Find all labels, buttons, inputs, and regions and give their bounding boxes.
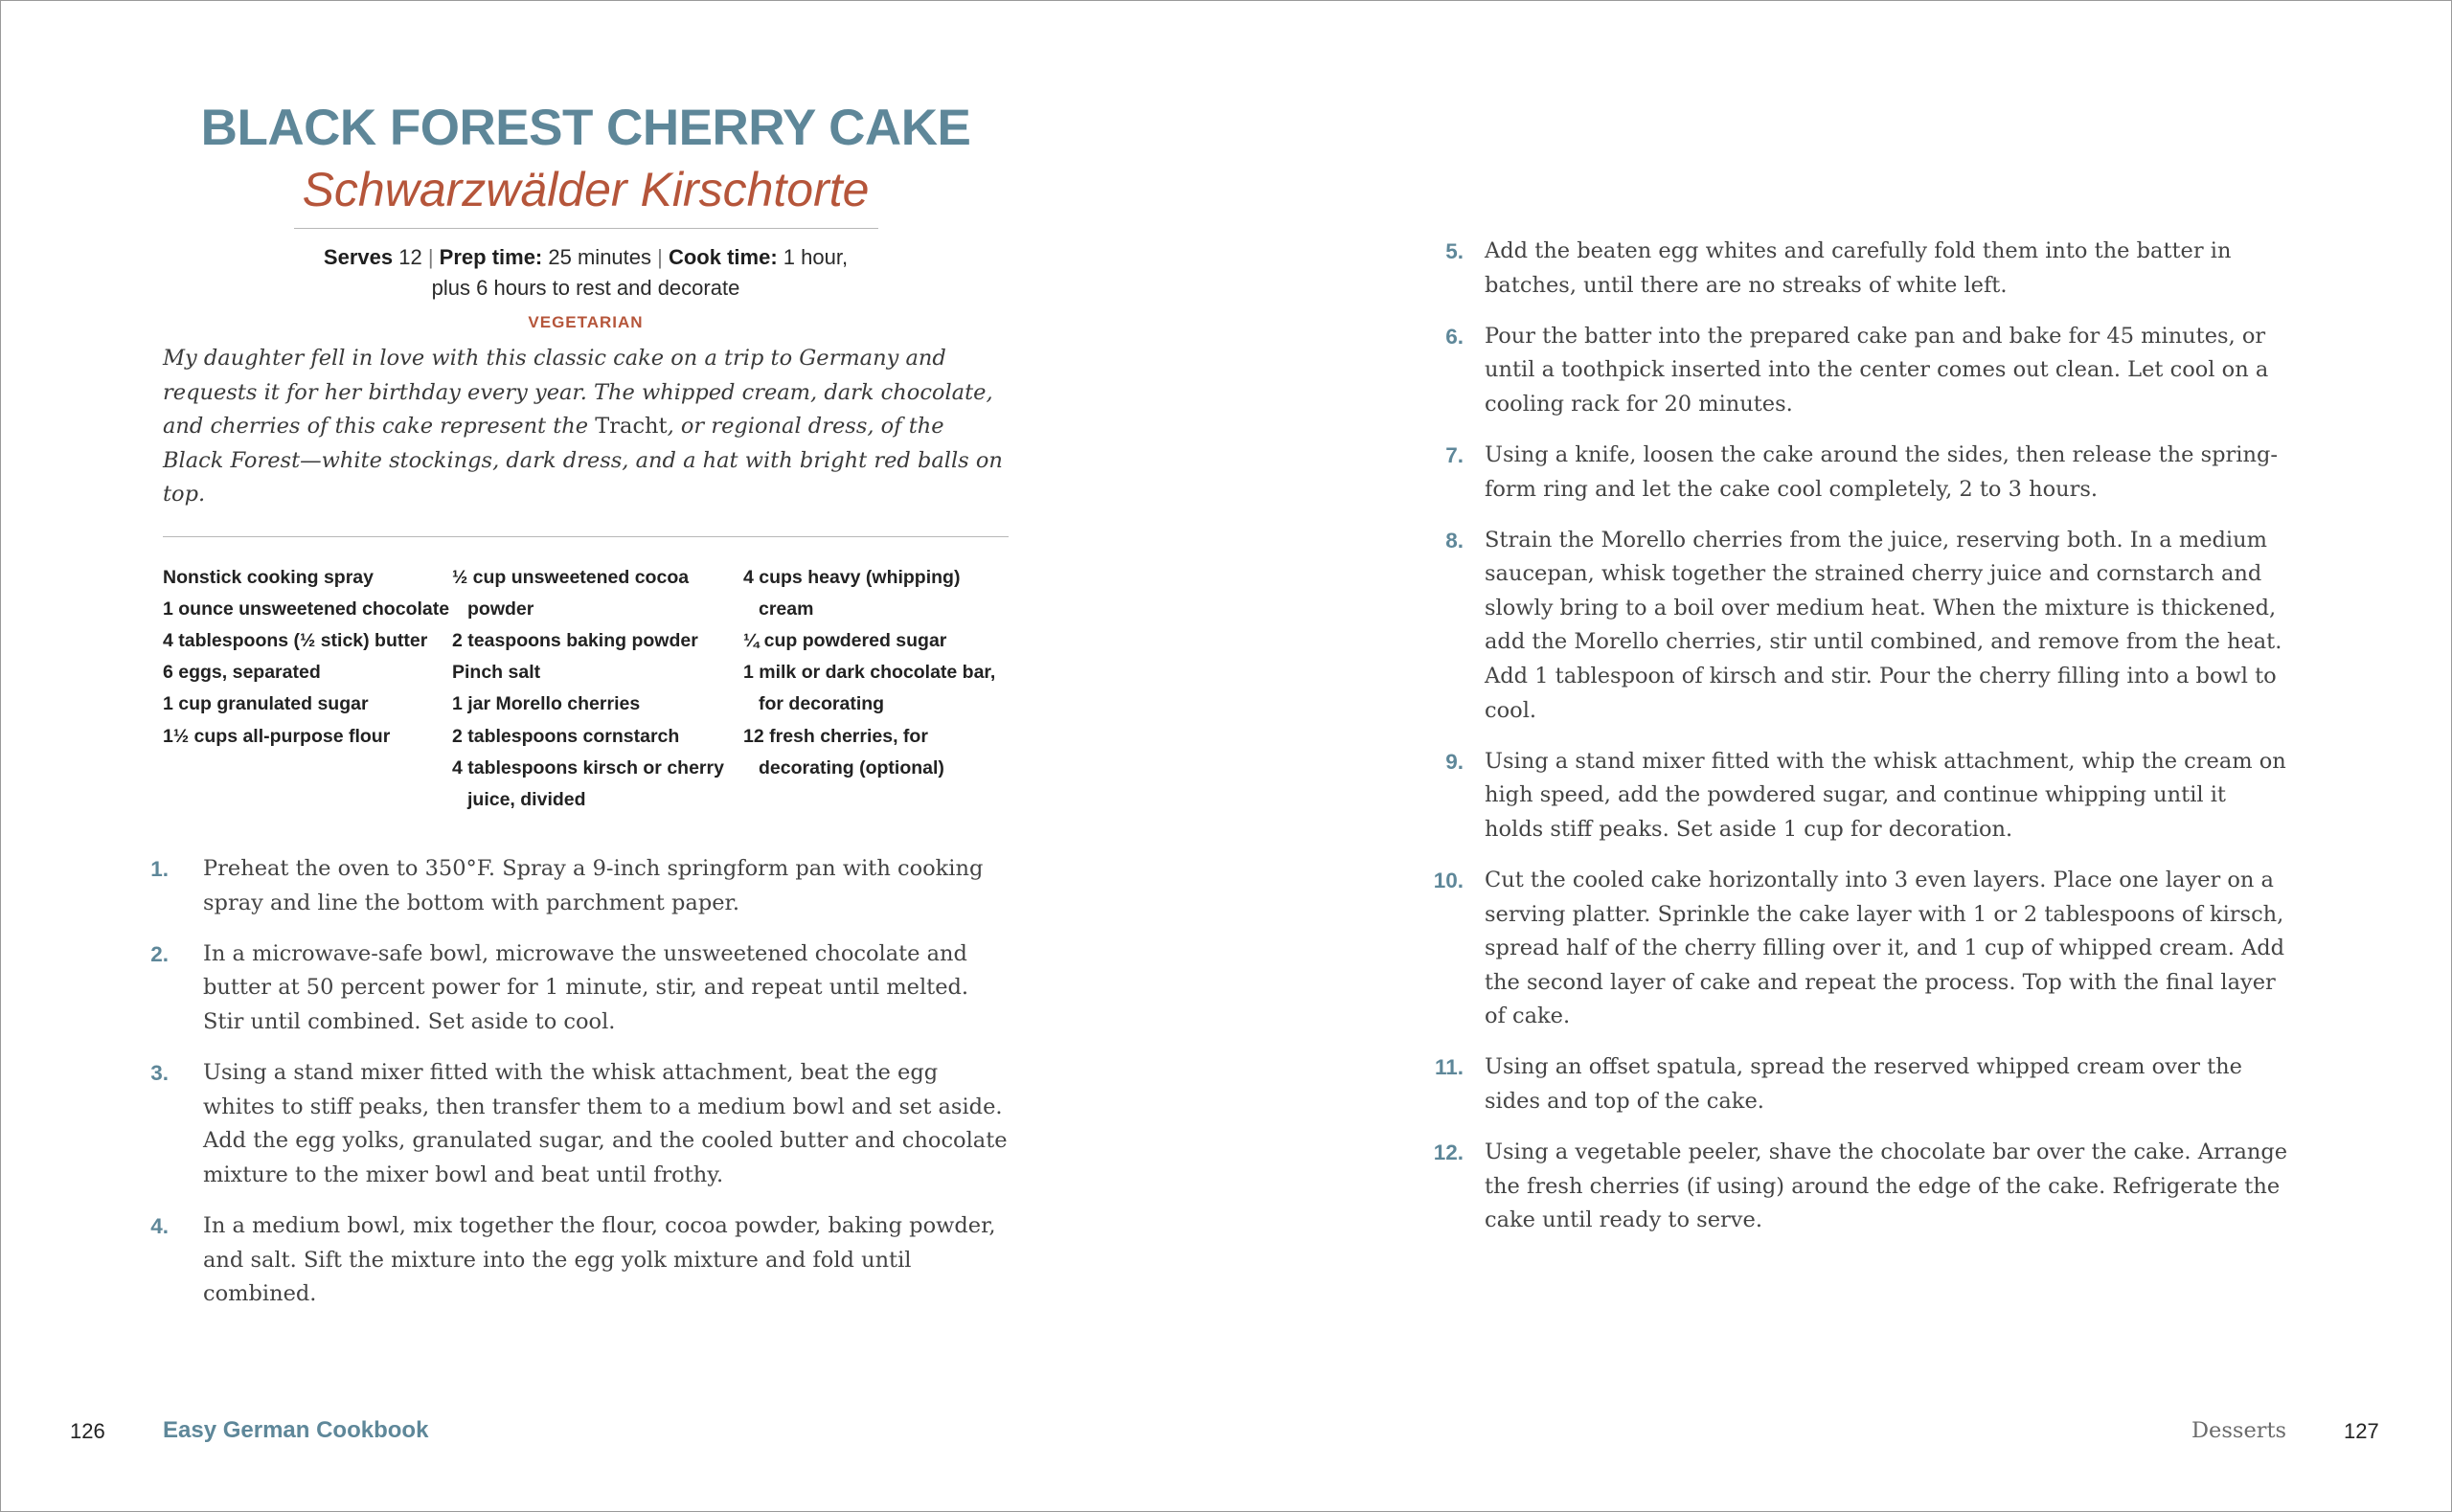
step-number: 2. [150,941,169,966]
recipe-meta [163,242,1009,304]
cook-value-continued: plus 6 hours to rest and decorate [431,276,740,300]
right-page-number: 127 [2344,1419,2379,1443]
serves-value: 12 [398,245,422,269]
step-number: 11. [1434,1055,1464,1080]
intro-text-end: , or regional dress, of the Black Forest—white stockings, dark dress, and a hat with bright red balls on top. [163,414,1003,507]
steps-list-right [1433,235,2289,1238]
ingredient-item: ½ cup unsweetened cocoa powder [452,566,690,620]
vegetarian-tag: VEGETARIAN [528,313,644,331]
step-text: Add the beaten egg whites and carefully fold them into the batter in batches, until there are no streaks of white left. [1485,238,2232,298]
ingredient-item: 1½ cups all-purpose flour [163,725,391,747]
ingredients-column-2 [452,562,743,817]
step-number: 4. [150,1213,169,1238]
step-item [1445,235,2289,303]
cook-value: 1 hour, [783,245,849,269]
step-number: 5. [1445,239,1464,263]
ingredient-item: Pinch salt [452,662,541,684]
right-page [1433,235,2289,1254]
left-page [150,96,1009,1328]
steps-list-left [150,852,1009,1312]
step-item [1445,439,2289,507]
step-item [150,1056,1009,1192]
ingredients-column-3 [743,562,1009,817]
ingredient-item: 2 teaspoons baking powder [452,629,698,651]
ingredient-item: ¼ cup powdered sugar [743,629,947,651]
ingredient-item: 1 jar Morello cherries [452,693,641,715]
step-text: Strain the Morello cherries from the juice, reserving both. In a medium saucepan, whisk together the strained cherry juice and cornstarch and slowly bring to a boil over medium heat. When the mixture is thickened, add the Morello cherries, stir until combined, and remove from the heat. Add 1 tablespoon of kirsch and stir. Pour the cherry filling into a bowl to cool. [1485,527,2282,723]
ingredient-item: 4 tablespoons kirsch or cherry juice, divided [452,756,724,810]
title-divider [294,228,878,229]
intro-tracht: Tracht [595,414,668,439]
step-number: 7. [1445,442,1464,467]
section-title: Desserts [2191,1418,2287,1443]
ingredient-item: 1 milk or dark chocolate bar, for decorating [743,662,996,715]
step-text: Cut the cooled cake horizontally into 3 even layers. Place one layer on a serving platter. Sprinkle the cake layer with 1 or 2 tablespoons of kirsch, spread half of the cherry filling over it, and 1 cup of whipped cream. Add the second layer of cake and repeat the process. Top with the final layer of cake. [1485,868,2285,1029]
step-text: In a microwave-safe bowl, microwave the unsweetened chocolate and butter at 50 percent power for 1 minute, stir, and repeat until melted. Stir until combined. Set aside to cool. [203,940,969,1034]
ingredient-item: 6 eggs, separated [163,662,321,684]
step-text: In a medium bowl, mix together the flour, cocoa powder, baking powder, and salt. Sift the mixture into the egg yolk mixture and fold until combined. [203,1212,996,1307]
step-text: Using a vegetable peeler, shave the chocolate bar over the cake. Arrange the fresh cherries (if using) around the edge of the cake. Refrigerate the cake until ready to serve. [1485,1140,2288,1233]
step-text: Using an offset spatula, spread the reserved whipped cream over the sides and top of the cake. [1485,1054,2242,1115]
step-item [1433,1136,2289,1238]
step-item [1445,320,2289,422]
step-text: Preheat the oven to 350°F. Spray a 9-inch springform pan with cooking spray and line the bottom with parchment paper. [203,856,984,915]
book-title: Easy German Cookbook [163,1417,429,1443]
ingredient-item: Nonstick cooking spray [163,566,374,588]
intro-divider [163,536,1009,537]
step-item [150,937,1009,1040]
ingredient-item: 12 fresh cherries, for decorating (optional) [743,725,944,779]
recipe-title: BLACK FOREST CHERRY CAKE [200,100,971,156]
ingredient-item: 4 cups heavy (whipping) cream [743,566,961,620]
step-item [150,852,1009,920]
ingredient-item: 4 tablespoons (½ stick) butter [163,629,428,651]
step-item [1445,524,2289,729]
meta-separator: | [657,245,663,269]
intro-text: My daughter fell in love with this classic cake on a trip to Germany and requests it for her birthday every year. The whipped cream, dark chocolate, and cherries of this cake represent the [163,346,993,439]
serves-label: Serves [323,245,394,269]
step-item [1433,864,2289,1034]
step-number: 9. [1445,749,1464,774]
step-number: 1. [150,857,169,882]
ingredients-column-1 [163,562,452,817]
step-text: Using a knife, loosen the cake around the sides, then release the spring-form ring and let the cake cool completely, 2 to 3 hours. [1485,441,2278,502]
step-item [1445,745,2289,847]
recipe-intro [163,342,1009,512]
step-text: Using a stand mixer fitted with the whisk attachment, beat the egg whites to stiff peaks, then transfer them to a medium bowl and set aside. Add the egg yolks, granulated sugar, and the cooled butter and chocolate mixture to the mixer bowl and beat until frothy. [203,1060,1008,1187]
left-page-number: 126 [70,1419,105,1443]
step-number: 6. [1445,324,1464,349]
prep-label: Prep time: [439,245,543,269]
ingredient-item: 1 cup granulated sugar [163,693,369,715]
step-item [150,1209,1009,1312]
cook-label: Cook time: [668,245,778,269]
step-number: 12. [1433,1140,1464,1165]
step-number: 10. [1433,869,1464,892]
ingredient-item: 1 ounce unsweetened chocolate [163,598,450,620]
ingredients-list [163,562,1009,817]
step-item [1434,1050,2289,1118]
ingredient-item: 2 tablespoons cornstarch [452,725,680,747]
recipe-subtitle: Schwarzwälder Kirschtorte [302,163,870,216]
step-number: 3. [150,1061,169,1086]
step-number: 8. [1445,528,1464,553]
meta-separator: | [427,245,434,269]
recipe-meta-line-1 [163,242,1009,273]
prep-value: 25 minutes [548,245,652,269]
recipe-title-block [134,98,1037,220]
step-text: Pour the batter into the prepared cake pan and bake for 45 minutes, or until a toothpick inserted into the center comes out clean. Let cool on a cooling rack for 20 minutes. [1485,323,2269,417]
step-text: Using a stand mixer fitted with the whisk attachment, whip the cream on high speed, add the powdered sugar, and continue whipping until it holds stiff peaks. Set aside 1 cup for decoration. [1485,748,2286,842]
